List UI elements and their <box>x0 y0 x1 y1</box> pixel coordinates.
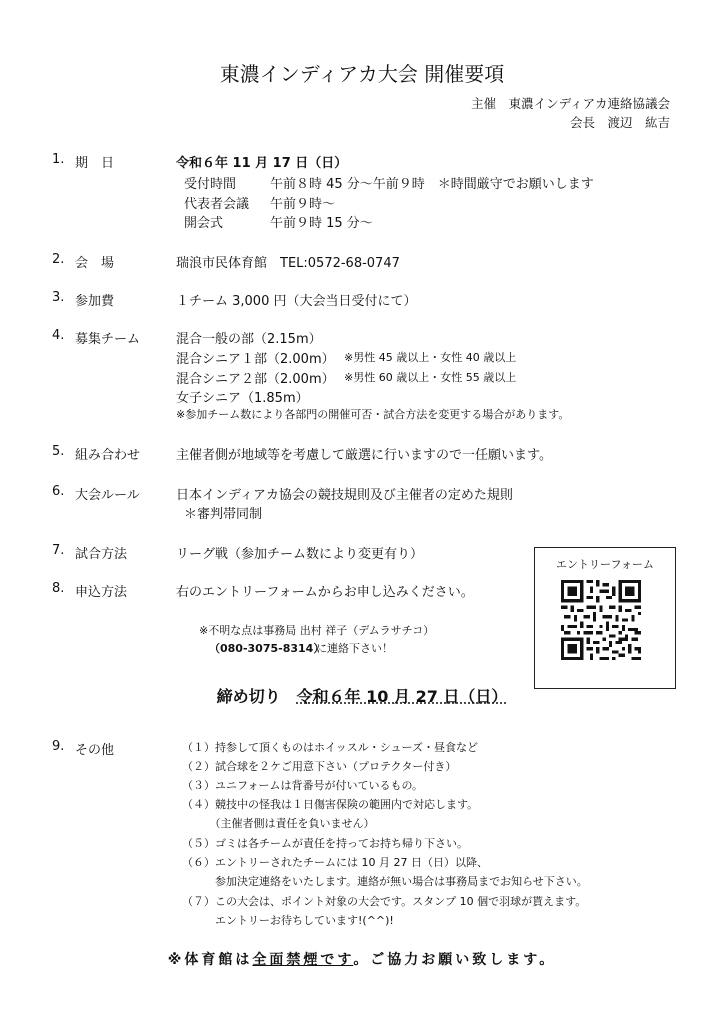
note-line: （３）ユニフォームは背番号が付いているもの。 <box>182 779 424 792</box>
division-name: 混合シニア１部（2.00m） <box>176 352 335 367</box>
section-label-apply: 申込方法 <box>75 585 128 600</box>
section-label-fee: 参加費 <box>75 294 115 309</box>
note-line: （５）ゴミは各チームが責任を持ってお持ち帰り下さい。 <box>182 837 468 850</box>
venue-value: 瑞浪市民体育館 TEL:0572-68-0747 <box>176 256 400 271</box>
schedule-key: 代表者会議 <box>184 197 250 212</box>
page-title: 東濃インディアカ大会 開催要項 <box>219 62 505 86</box>
section-label-format: 試合方法 <box>75 547 128 562</box>
section-label-venue: 会 場 <box>75 256 115 271</box>
organizer-chair: 会長 渡辺 紘吉 <box>569 115 670 130</box>
note-line: （１）持参して頂くものはホイッスル・シューズ・昼食など <box>182 741 479 754</box>
division-footnote: ※参加チーム数により各部門の開催可否・試合方法を変更する場合があります。 <box>176 408 570 421</box>
organizer-line: 主催 東濃インディアカ連絡協議会 <box>471 96 670 111</box>
event-date: 令和６年 11 月 17 日（日） <box>176 156 348 171</box>
note-line: （２）試合球を２ケご用意下さい（プロテクター付き） <box>182 760 457 773</box>
notice-suffix: 。ご協力お願い致します。 <box>353 952 557 968</box>
notice-emphasis: 全面禁煙です <box>252 952 354 968</box>
schedule-key: 開会式 <box>184 216 224 231</box>
section-label-rules: 大会ルール <box>75 488 140 503</box>
contact-suffix: に連絡下さい！ <box>316 642 393 655</box>
rules-sub: ＊審判帯同制 <box>184 507 263 522</box>
division-name: 混合シニア２部（2.00m） <box>176 372 335 387</box>
division-name: 女子シニア（1.85m） <box>176 391 309 406</box>
division-name: 混合一般の部（2.15m） <box>176 332 322 347</box>
note-line: （６）エントリーされたチームには 10 月 27 日（日）以降、 <box>182 856 488 869</box>
deadline-banner <box>0 684 724 707</box>
section-number: 8. <box>52 581 65 596</box>
contact-phone: （080-3075-8314） <box>209 642 325 655</box>
section-label-date: 期 日 <box>75 156 115 171</box>
note-line: エントリーお待ちしています!(^^)! <box>182 914 394 927</box>
notice-prefix: ※体育館は <box>167 952 253 968</box>
note-line: （７）この大会は、ポイント対象の大会です。スタンプ 10 個で羽球が貰えます。 <box>182 895 587 908</box>
fee-value: １チーム 3,000 円（大会当日受付にて） <box>176 294 417 309</box>
deadline-label: 締め切り <box>216 687 281 706</box>
section-number: 2. <box>52 252 65 267</box>
section-number: 3. <box>52 290 65 305</box>
division-note: ※男性 45 歳以上・女性 40 歳以上 <box>344 351 517 364</box>
entry-form-box[interactable] <box>534 547 676 689</box>
note-line: （４）競技中の怪我は１日傷害保険の範囲内で対応します。 <box>182 798 479 811</box>
section-number: 1. <box>52 152 65 167</box>
section-label-teams: 募集チーム <box>75 332 141 347</box>
division-note: ※男性 60 歳以上・女性 55 歳以上 <box>344 371 517 384</box>
matching-value: 主催者側が地域等を考慮して厳選に行いますので一任願います。 <box>176 448 552 463</box>
deadline-date: 令和６年 10 月 27 日（日） <box>296 687 508 706</box>
section-label-matching: 組み合わせ <box>75 448 141 463</box>
section-number: 9. <box>52 739 65 754</box>
section-number: 7. <box>52 543 65 558</box>
apply-value: 右のエントリーフォームからお申し込みください。 <box>176 585 474 600</box>
format-value: リーグ戦（参加チーム数により変更有り） <box>176 547 424 562</box>
section-number: 4. <box>52 328 65 343</box>
entry-form-caption: エントリーフォーム <box>556 558 654 571</box>
note-line: （主催者側は責任を負いません） <box>182 817 375 830</box>
section-label-other: その他 <box>75 743 115 758</box>
schedule-value: 午前９時～ <box>270 197 336 212</box>
schedule-value: 午前９時 15 分～ <box>270 216 373 231</box>
qr-code-icon[interactable] <box>561 580 641 660</box>
no-smoking-notice <box>0 949 724 969</box>
note-line: 参加決定連絡をいたします。連絡が無い場合は事務局までお知らせ下さい。 <box>182 875 588 888</box>
contact-line: ※不明な点は事務局 出村 祥子（デムラサチコ） <box>199 624 435 637</box>
section-number: 6. <box>52 484 65 499</box>
rules-value: 日本インディアカ協会の競技規則及び主催者の定めた規則 <box>176 488 513 503</box>
section-number: 5. <box>52 444 65 459</box>
schedule-key: 受付時間 <box>184 177 237 192</box>
schedule-value: 午前８時 45 分～午前９時 ＊時間厳守でお願いします <box>270 177 594 192</box>
